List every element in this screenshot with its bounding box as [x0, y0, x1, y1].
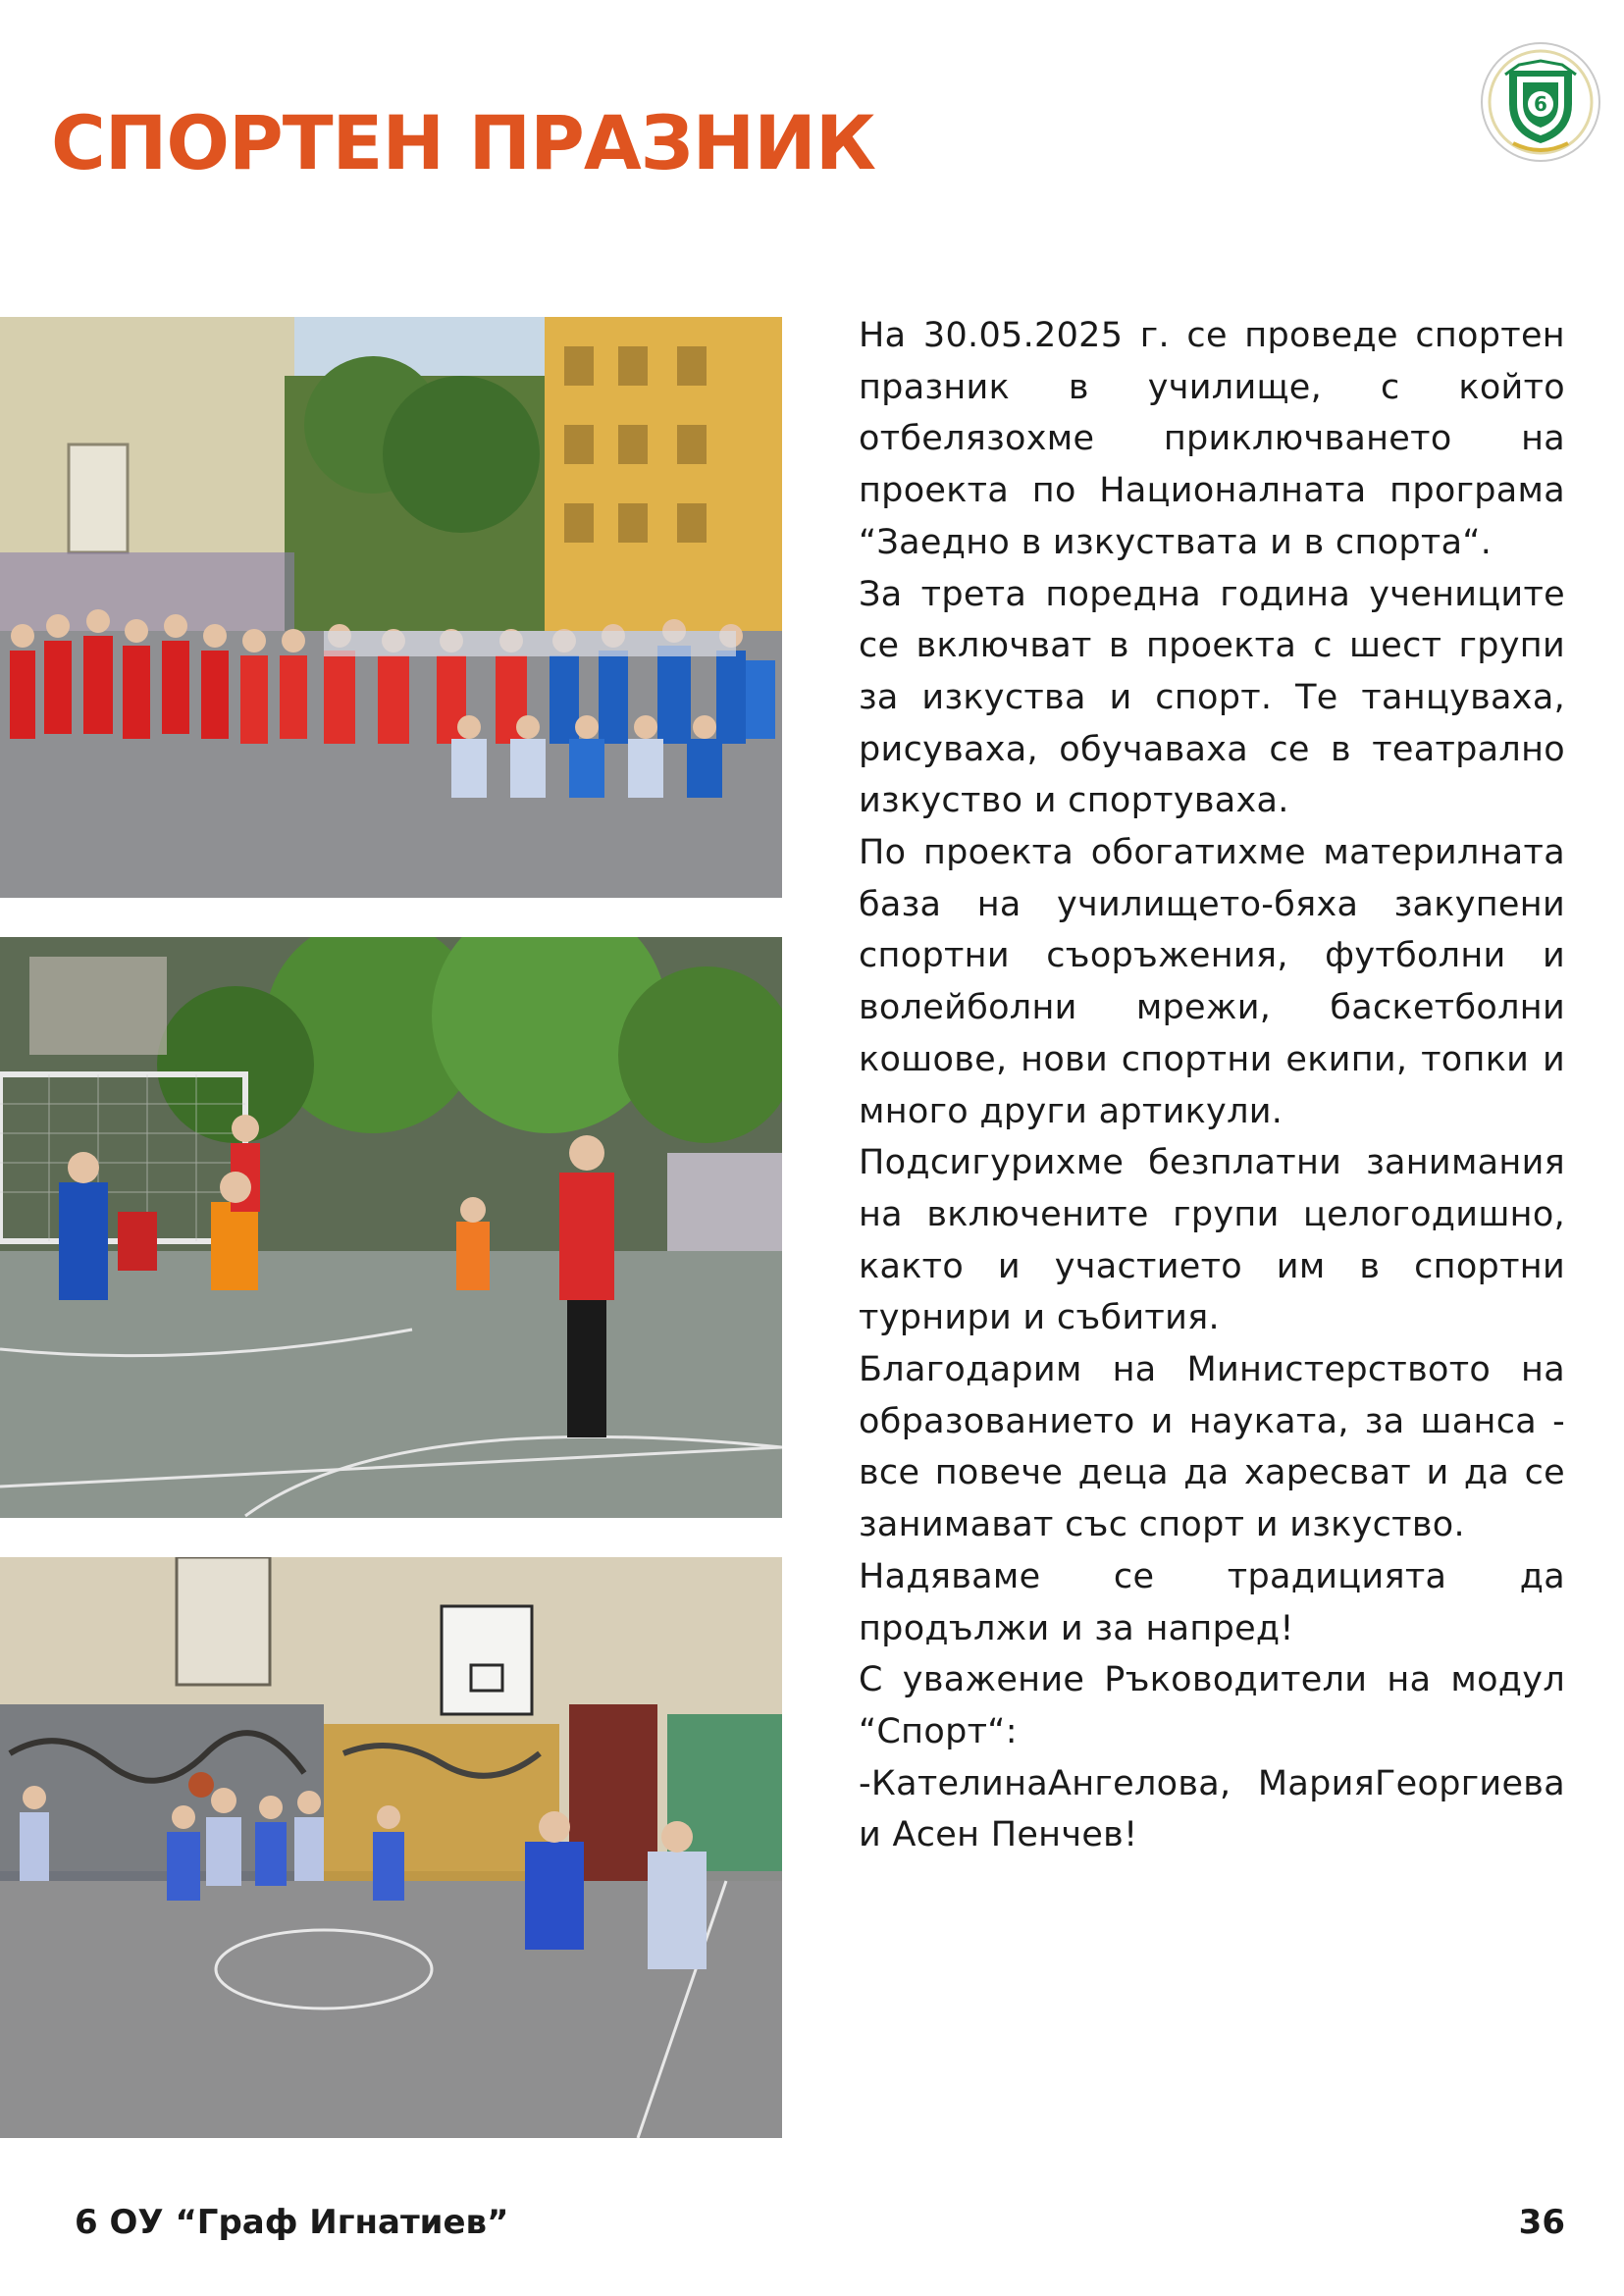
photo-basketball-game [0, 1557, 782, 2138]
article-paragraph: -КателинаАнгелова, МарияГеоргиева и Асен Пенчев! [859, 1763, 1565, 1855]
photo-football-game [0, 937, 782, 1518]
article-paragraph: За трета поредна година учениците се включват в проекта с шест групи за изкуства и спорт. Те танцуваха, рисуваха, обучаваха се в театрално изкуство и спортуваха. [859, 574, 1565, 821]
article-paragraph: На 30.05.2025 г. се проведе спортен празник в училище, с който отбелязохме приключването на проекта по Националната програма “Заедно в изкуствата и в спорта“. [859, 316, 1565, 562]
school-logo [1480, 41, 1601, 163]
page-number: 36 [1518, 2203, 1565, 2242]
photo-team-group [0, 317, 782, 898]
article-paragraph: С уважение Ръководители на модул “Спорт“: [859, 1660, 1565, 1751]
school-emblem-icon [1480, 41, 1601, 163]
article-paragraph: Благодарим на Министерството на образованието и науката, за шанса - все повече деца да харесват и да се занимават със спорт и изкуство. [859, 1350, 1565, 1545]
article-text [859, 310, 1565, 1861]
article-paragraph: Надяваме се традицията да продължи и за напред! [859, 1556, 1565, 1648]
page-title: СПОРТЕН ПРАЗНИК [51, 99, 875, 186]
article-paragraph: Подсигурихме безплатни занимания на включените групи целогодишно, както и участието им в спортни турнири и събития. [859, 1143, 1565, 1338]
footer-school-name: 6 ОУ “Граф Игнатиев” [75, 2203, 509, 2242]
article-paragraph: По проекта обогатихме материлната база на училището-бяха закупени спортни съоръжения, футболни и волейболни мрежи, баскетболни кошове, нови спортни екипи, топки и много други артикули. [859, 833, 1565, 1131]
svg-text:6: 6 [1534, 92, 1547, 116]
